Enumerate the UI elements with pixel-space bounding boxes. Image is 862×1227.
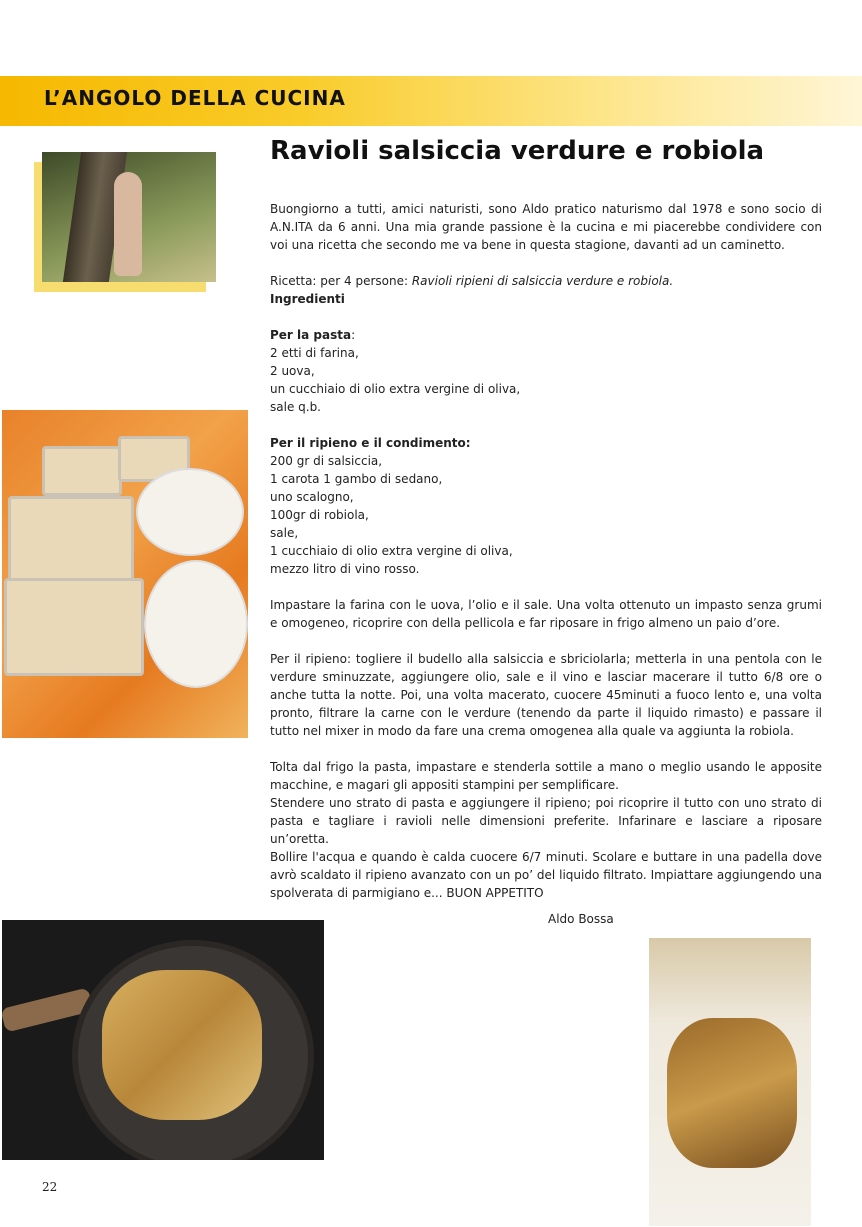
plate-shape — [136, 468, 244, 556]
plated-ravioli-photo — [649, 938, 811, 1226]
tray-shape — [8, 496, 134, 582]
ingredients-heading: Ingredienti — [270, 292, 345, 306]
author-photo — [42, 152, 216, 282]
list-item: 2 etti di farina, — [270, 346, 359, 360]
recipe-prefix: Ricetta: per 4 persone: — [270, 274, 412, 288]
list-item: 200 gr di salsiccia, — [270, 454, 383, 468]
list-item: sale, — [270, 526, 299, 540]
list-item: uno scalogno, — [270, 490, 354, 504]
list-item: mezzo litro di vino rosso. — [270, 562, 420, 576]
list-item: 100gr di robiola, — [270, 508, 369, 522]
step-paragraph: Bollire l'acqua e quando è calda cuocere 6/7 minuti. Scolare e buttare in una padella dove avrò scaldato il ripieno avanzato con un po’ del liquido filtrato. Impiattare aggiungendo una spolverata di parmigiano e... BUON APPETITO — [270, 850, 822, 900]
pasta-heading: Per la pasta — [270, 328, 352, 342]
tray-shape — [4, 578, 144, 676]
author-signature: Aldo Bossa — [548, 912, 614, 926]
recipe-line — [270, 272, 822, 290]
filling-ingredients-list — [270, 452, 822, 578]
article-body: Buongiorno a tutti, amici naturisti, sono Aldo pratico naturismo dal 1978 e sono socio di A.N.ITA da 6 anni. Una mia grande passione è la cucina e mi piacerebbe condividere con voi una ricetta che secondo me va bene in questa stagione, davanti ad un caminetto. Ricetta: per 4 persone: Ravioli ripieni di salsiccia verdure e robiola. Ingredienti Per la pasta: 2 etti di farina, 2 uova, un cucchiaio di olio extra vergine di oliva, sale q.b. Per il ripieno e il condimento: 200 gr di salsiccia, 1 carota 1 gambo di sedano, uno scalogno, 100gr di robiola, sale, 1 cucchiaio di olio extra vergine di oliva, mezzo litro di vino rosso. Impastare la farina con le uova, l’olio e il sale. Una volta ottenuto un impasto senza grumi e omogeneo, ricoprire con della pellicola e far riposare in frigo almeno un paio d’ore. Per il ripieno: togliere il budello alla salsiccia e sbriciolarla; metterla in una pentola con le verdure sminuzzate, aggiungere olio, sale e il vino e lasciar macerare il tutto 6/8 ore o anche tutta la notte. Poi, una volta macerato, cuocere 45minuti a fuoco lento e, una volta pronto, filtrare la carne con le verdure (tenendo da parte il liquido rimasto) e passare il tutto nel mixer in modo da fare una crema omogenea alla quale va aggiunta la robiola. Tolta dal frigo la pasta, impastare e stenderla sottile a mano o meglio usando le apposite macchine, e magari gli appositi stampini per semplificare. Stendere uno strato di pasta e aggiungere il ripieno; poi ricoprire il tutto con uno strato di pasta e tagliare i ravioli nelle dimensioni preferite. Infarinare e lasciare a riposare un’oretta. Bollire l'acqua e quando è calda cuocere 6/7 minuti. Scolare e buttare in una padella dove avrò scaldato il ripieno avanzato con un po’ del liquido filtrato. Impiattare aggiungendo una spolverata di parmigiano e... BUON APPETITO — [270, 202, 822, 900]
article-title: Ravioli salsiccia verdure e robiola — [270, 136, 765, 166]
pasta-ingredients-list — [270, 344, 822, 416]
step-paragraph: Per il ripieno: togliere il budello alla salsiccia e sbriciolarla; metterla in una pentola con le verdure sminuzzate, aggiungere olio, sale e il vino e lasciar macerare il tutto 6/8 ore o anche tutta la notte. Poi, una volta macerato, cuocere 45minuti a fuoco lento e, una volta pronto, filtrare la carne con le verdure (tenendo da parte il liquido rimasto) e passare il tutto nel mixer in modo da fare una crema omogenea alla quale va aggiunta la robiola. — [270, 652, 822, 738]
ravioli-in-pan-shape — [102, 970, 262, 1120]
plated-food-shape — [667, 1018, 797, 1168]
step-paragraph: Stendere uno strato di pasta e aggiungere il ripieno; poi ricoprire il tutto con uno strato di pasta e tagliare i ravioli nelle dimensioni preferite. Infarinare e lasciare a riposare un’oretta. — [270, 796, 822, 846]
step-paragraph: Tolta dal frigo la pasta, impastare e stenderla sottile a mano o meglio usando le apposite macchine, e magari gli appositi stampini per semplificare. — [270, 760, 822, 792]
list-item: un cucchiaio di olio extra vergine di oliva, — [270, 382, 521, 396]
list-item: sale q.b. — [270, 400, 321, 414]
pan-photo — [2, 920, 324, 1160]
list-item: 1 carota 1 gambo di sedano, — [270, 472, 443, 486]
ravioli-trays-photo — [2, 410, 248, 738]
list-item: 1 cucchiaio di olio extra vergine di oliva, — [270, 544, 513, 558]
tray-shape — [42, 446, 122, 496]
step-paragraph: Impastare la farina con le uova, l’olio e il sale. Una volta ottenuto un impasto senza grumi e omogeneo, ricoprire con della pellicola e far riposare in frigo almeno un paio d’ore. — [270, 598, 822, 630]
figure-shape — [114, 172, 142, 276]
intro-paragraph: Buongiorno a tutti, amici naturisti, sono Aldo pratico naturismo dal 1978 e sono socio di A.N.ITA da 6 anni. Una mia grande passione è la cucina e mi piacerebbe condividere con voi una ricetta che secondo me va bene in questa stagione, davanti ad un caminetto. — [270, 202, 822, 252]
page-number: 22 — [42, 1180, 58, 1194]
filling-heading: Per il ripieno e il condimento — [270, 436, 466, 450]
list-item: 2 uova, — [270, 364, 315, 378]
recipe-name: Ravioli ripieni di salsiccia verdure e robiola. — [411, 274, 674, 288]
plate-shape — [144, 560, 248, 688]
section-title: L’ANGOLO DELLA CUCINA — [44, 86, 346, 110]
